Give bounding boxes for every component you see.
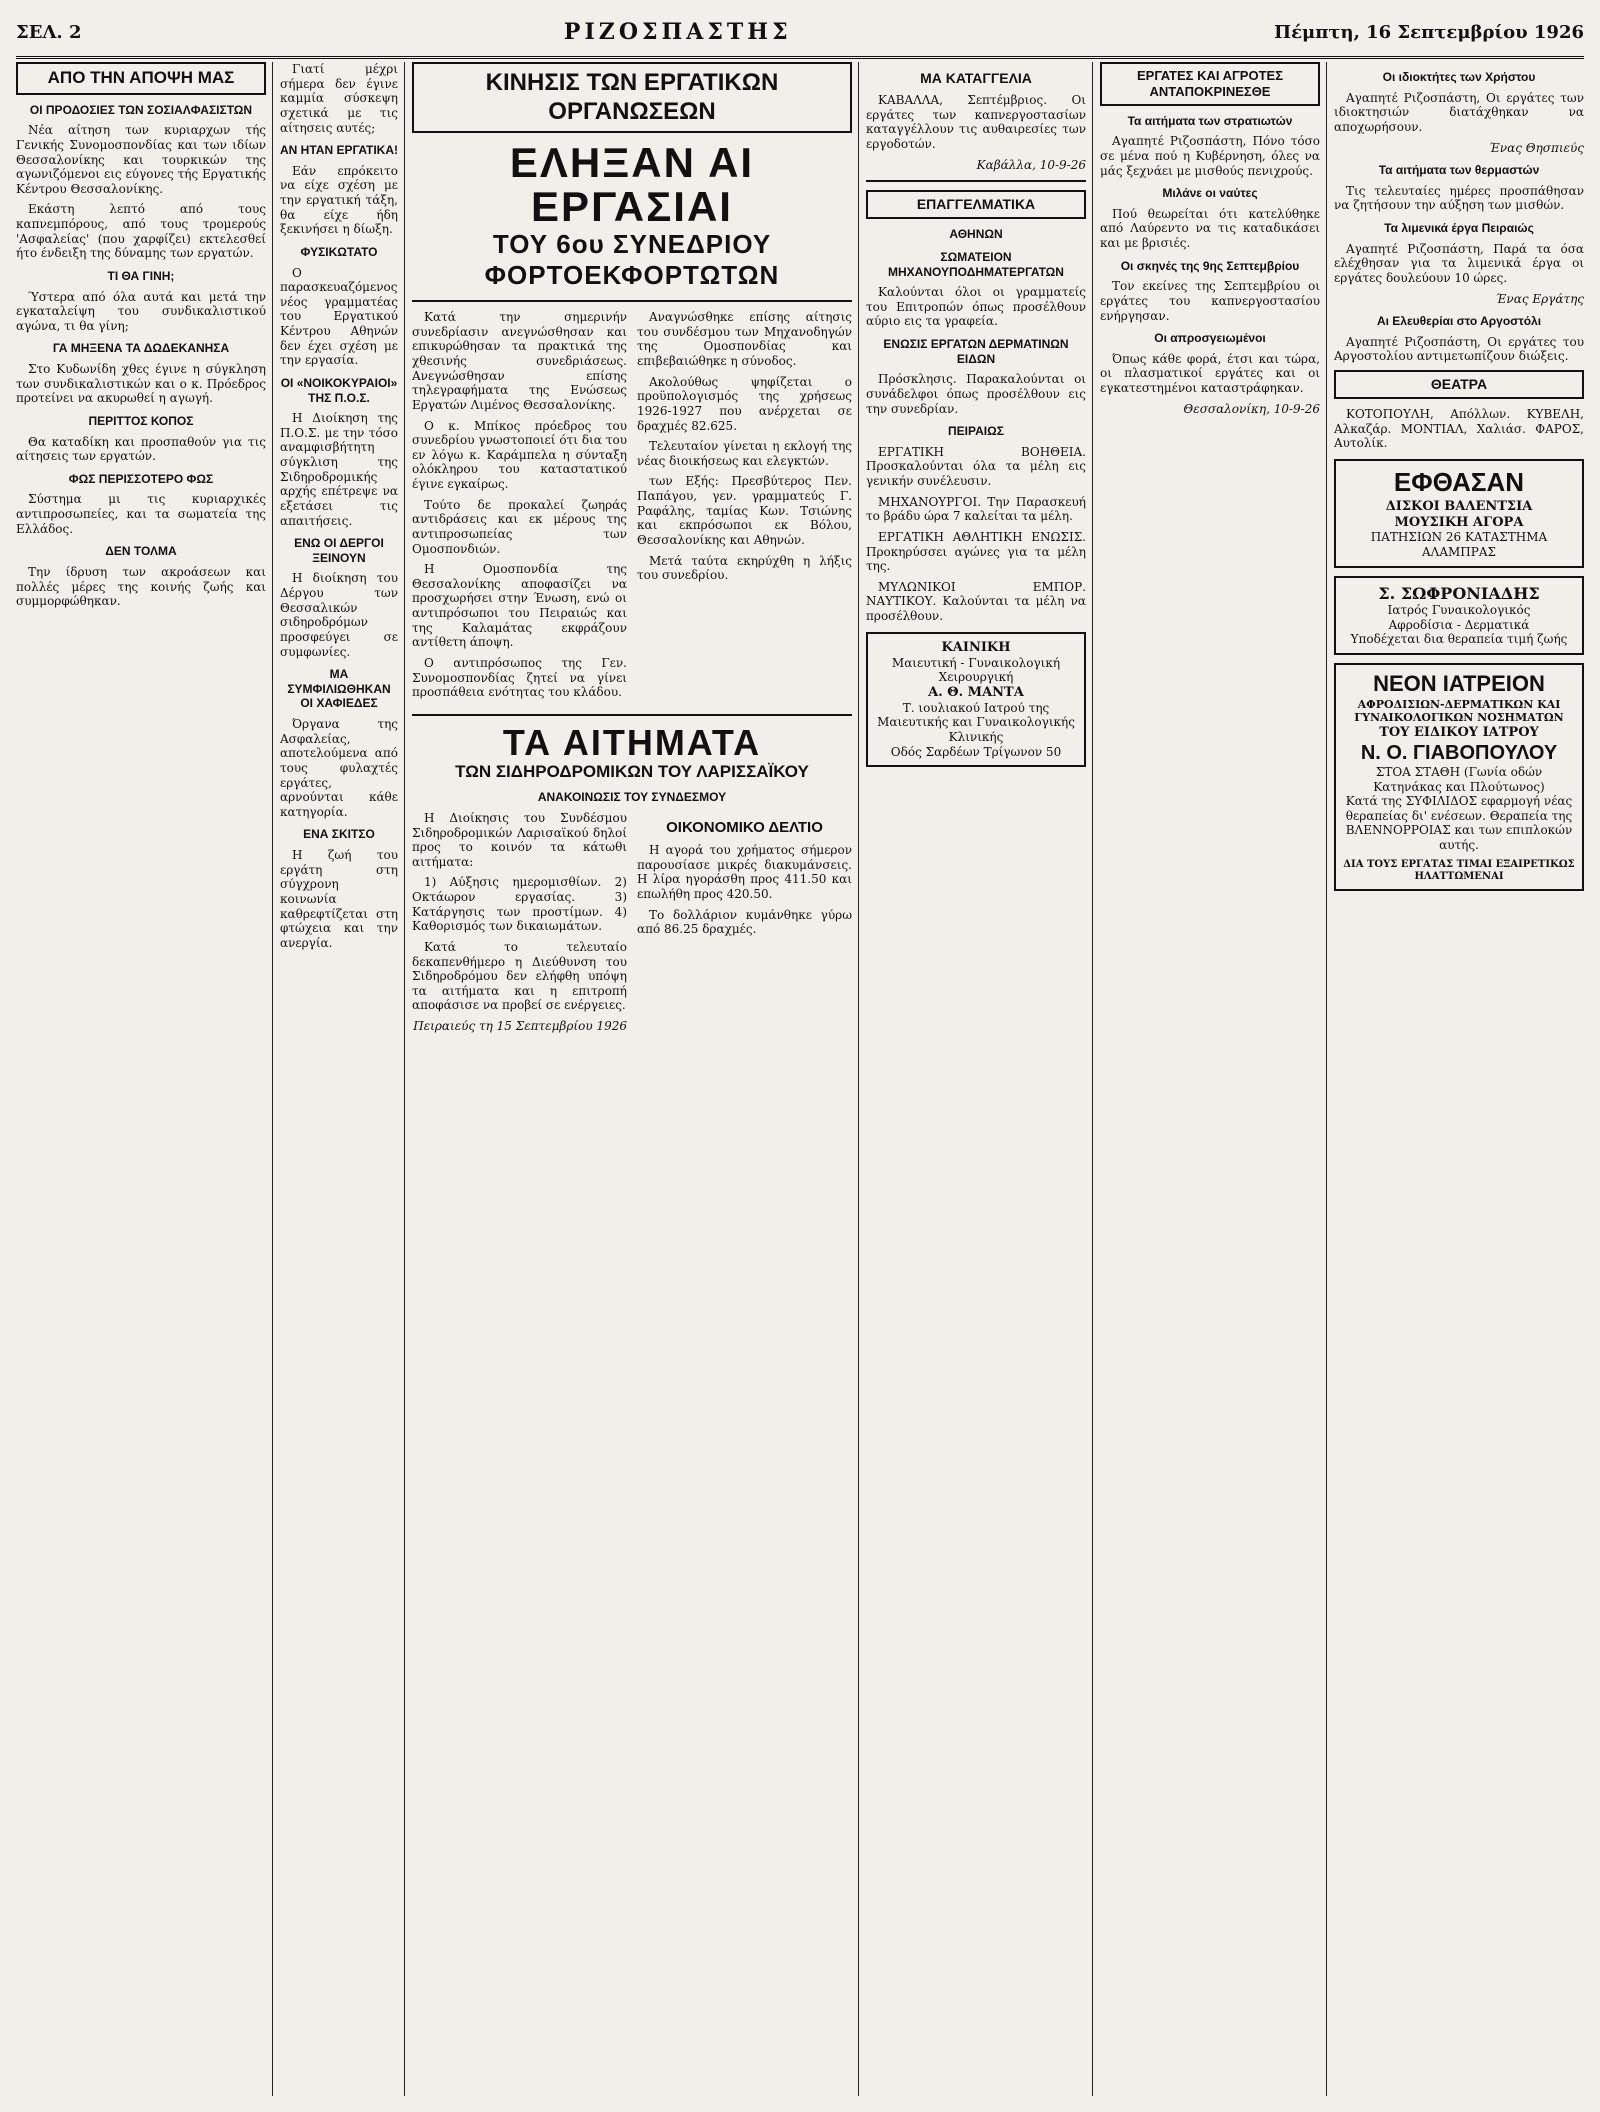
- section-title-workers: ΕΡΓΑΤΕΣ ΚΑΙ ΑΓΡΟΤΕΣ ΑΝΤΑΠΟΚΡΙΝΕΣΘΕ: [1100, 62, 1320, 106]
- article-paragraph: Η αγορά του χρήματος σήμερον παρουσίασε μικρές διακυμάνσεις. Η λίρα ηγοράσθη προς 411.50 και επωλήθη προς 420.50.: [637, 843, 852, 902]
- article-heading: ΑΝ ΗΤΑΝ ΕΡΓΑΤΙΚΑ!: [280, 143, 398, 158]
- article-heading: Τα αιτήματα των στρατιωτών: [1127, 113, 1293, 128]
- section-title-theatres: ΘΕΑΤΡΑ: [1334, 370, 1584, 399]
- article-signature: Καβάλλα, 10-9-26: [976, 157, 1086, 172]
- article-heading: ΔΕΝ ΤΟΛΜΑ: [105, 544, 177, 559]
- article-paragraph: Πού θεωρείται ότι κατελύθηκε από Λαύρεντο να τις καταδικάσει και με βρισιές.: [1100, 206, 1320, 251]
- ad-line: ΣΤΟΑ ΣΤΑΘΗ (Γωνία οδών Κατηνάκας και Πλούτωνος): [1373, 764, 1545, 794]
- ad-title: ΕΦΘΑΣΑΝ: [1393, 466, 1525, 497]
- ad-title: ΚΑΙΝΙΚΗ: [941, 639, 1011, 655]
- article-paragraph: Εάν επρόκειτο να είχε σχέση με την εργατική τάξη, θα είχε ήδη ξεκινήσει η δίωξη.: [280, 163, 398, 237]
- article-signature: Ένας Θησπιεύς: [1489, 140, 1584, 155]
- ad-line: Α. Θ. ΜΑΝΤΑ: [928, 684, 1024, 700]
- article-paragraph: Κατά την σημερινήν συνεδρίασιν ανεγνώσθησαν και επικυρώθησαν τα πρακτικά της χθεσινής συνεδριάσεως. Ανεγνώσθησαν επίσης τηλεγραφήματα της Ενώσεως Εργατών Λιμένος Θεσσαλονίκης.: [412, 310, 627, 412]
- article-congress: [412, 310, 852, 706]
- ad-line: ΜΟΥΣΙΚΗ ΑΓΟΡΑ: [1394, 514, 1524, 530]
- article-heading: ΣΩΜΑΤΕΙΟΝ ΜΗΧΑΝΟΥΠΟΔΗΜΑΤΕΡΓΑΤΩΝ: [888, 249, 1064, 279]
- ad-line: ΤΟΥ ΕΙΔΙΚΟΥ ΙΑΤΡΟΥ: [1379, 724, 1539, 740]
- article-paragraph: των Εξής: Πρεσβύτερος Πεν. Παπάγου, γεν. γραμματεύς Γ. Ραφάλης, ταμίας Κων. Τσιώνης και εκπρόσωποι εκ Βόλου, Θεσσαλονίκης και Αθηνών.: [637, 474, 852, 547]
- column-divider: [858, 62, 859, 2096]
- article-paragraph: Ο κ. Μπίκος πρόεδρος του συνεδρίου γνωστοποιεί ότι δια του εν λόγω κ. Καράμπελα η σύνταξη ολόκληρου του καταστατικού έγινε εγκαίρως.: [412, 418, 627, 492]
- rule: [412, 714, 852, 716]
- article-heading: ΠΕΡΙΤΤΟΣ ΚΟΠΟΣ: [88, 413, 194, 428]
- ad-title: ΝΕΟΝ ΙΑΤΡΕΙΟΝ: [1373, 671, 1545, 697]
- headline-main: ΕΛΗΞΑΝ ΑΙ ΕΡΓΑΣΙΑΙ: [509, 138, 755, 230]
- ad-line: Αφροδίσια - Δερματικά: [1388, 617, 1530, 632]
- article-heading: ΓΑ ΜΗΞΕΝΑ ΤΑ ΔΩΔΕΚΑΝΗΣΑ: [52, 341, 230, 356]
- article-paragraph: Το δολλάριον κυμάνθηκε γύρω από 86.25 δραχμές.: [637, 907, 852, 937]
- advertisement-clinic-new: [1334, 663, 1584, 891]
- article-subtitle: ΑΘΗΝΩΝ: [949, 227, 1003, 242]
- article-paragraph: Τελευταίον γίνεται η εκλογή της νέας διοικήσεως και ελεγκτών.: [637, 439, 852, 468]
- notice-title: ΜΑ ΚΑΤΑΓΓΕΛΙΑ: [920, 70, 1032, 86]
- article-paragraph: ΕΡΓΑΤΙΚΗ ΒΟΗΘΕΙΑ. Προσκαλούνται όλα τα μέλη εις γενικήν συνέλευσιν.: [866, 444, 1086, 489]
- center-columns: [412, 62, 852, 2096]
- article-heading: Οι ιδιοκτήτες των Χρήστου: [1382, 70, 1536, 84]
- article-heading: ΤΙ ΘΑ ΓΙΝΗ;: [107, 268, 175, 283]
- headline-railway: ΤΩΝ ΣΙΔΗΡΟΔΡΟΜΙΚΩΝ ΤΟΥ ΛΑΡΙΣΣΑΪΚΟΥ: [455, 761, 809, 781]
- article-heading: ΦΥΣΙΚΩΤΑΤΟ: [300, 244, 378, 259]
- advertisement-doctor: [1334, 576, 1584, 655]
- rule: [866, 180, 1086, 182]
- article-paragraph: Η Διοίκησις του Συνδέσμου Σιδηροδρομικών Λαρισαϊκού δηλοί προς το κοινόν τα κάτωθι αιτήματα:: [412, 810, 627, 869]
- ad-title: Σ. ΣΩΦΡΟΝΙΑΔΗΣ: [1378, 583, 1540, 603]
- ad-line: Ιατρός Γυναικολογικός: [1387, 603, 1531, 618]
- issue-date: Πέμπτη, 16 Σεπτεμβρίου 1926: [1274, 21, 1584, 43]
- article-paragraph: ΕΡΓΑΤΙΚΗ ΑΘΛΗΤΙΚΗ ΕΝΩΣΙΣ. Προκηρύσσει αγώνες για τα μέλη της.: [866, 529, 1086, 574]
- column-2: [280, 62, 398, 2096]
- headline-sub: ΤΟΥ 6ου ΣΥΝΕΔΡΙΟΥ ΦΟΡΤΟΕΚΦΟΡΤΩΤΩΝ: [484, 228, 780, 291]
- column-4: [866, 62, 1086, 2096]
- ad-line: Οδός Σαρδέων Τρίγωνον 50: [890, 744, 1062, 759]
- article-heading: ΕΝΩ ΟΙ ΔΕΡΓΟΙ ΞΕΙΝΟΥΝ: [294, 536, 384, 565]
- article-paragraph: Κατά το τελευταίο δεκαπενθήμερο η Διεύθυνση του Σιδηροδρόμου δεν ελήφθη υπόψη τα αιτήματα και η επιτροπή αποφάσισε να προβεί σε ενέργειες.: [412, 939, 627, 1013]
- ad-footer: ΔΙΑ ΤΟΥΣ ΕΡΓΑΤΑΣ ΤΙΜΑΙ ΕΞΑΙΡΕΤΙΚΩΣ ΗΛΑΤΤΩΜΕΝΑΙ: [1343, 858, 1575, 882]
- article-heading: ΦΩΣ ΠΕΡΙΣΣΟΤΕΡΟ ΦΩΣ: [68, 471, 214, 486]
- article-paragraph: Ο αντιπρόσωπος της Γεν. Συνομοσπονδίας ζητεί να γίνει προσπάθεια ενότητας του κλάδου.: [412, 655, 627, 700]
- headline-demands: ΤΑ ΑΙΤΗΜΑΤΑ: [502, 721, 762, 763]
- ad-text: Κατά της ΣΥΦΙΛΙΔΟΣ εφαρμογή νέας θεραπείας δι' ενέσεων. Θεραπεία της ΒΛΕΝΝΟΡΡΟΙΑΣ και των επιπλοκών αυτής.: [1345, 794, 1573, 853]
- column-divider: [272, 62, 273, 2096]
- article-signature: Θεσσαλονίκη, 10-9-26: [1183, 401, 1320, 416]
- newspaper-title: ΡΙΖΟΣΠΑΣΤΗΣ: [563, 19, 792, 45]
- article-heading: Αι Ελευθερίαι στο Αργοστόλι: [1376, 314, 1542, 329]
- article-paragraph: Η ζωή του εργάτη στη σύγχρονη κοινωνία καθρεφτίζεται στη φτώχεια και την ανεργία.: [280, 848, 398, 950]
- headline-finance: ΟΙΚΟΝΟΜΙΚΟ ΔΕΛΤΙΟ: [666, 818, 823, 836]
- article-signature: Πειραιεύς τη 15 Σεπτεμβρίου 1926: [413, 1019, 627, 1034]
- article-paragraph: ΚΑΒΑΛΛΑ, Σεπτέμβριος. Οι εργάτες των καπνεργοστασίων καταγγέλλουν τις αυθαιρεσίες των εργοδοτών.: [866, 93, 1086, 151]
- article-paragraph: Η Διοίκηση της Π.Ο.Σ. με την τόσο αναμφισβήτητη σύγκλιση της Σιδηροδρομικής αρχής επέτρεψε να εξετάσει τις απαιτήσεις.: [280, 411, 398, 528]
- masthead: [16, 8, 1584, 59]
- article-paragraph: Αγαπητέ Ριζοσπάστη, Οι εργάτες των ιδιοκτησιών διατάχθηκαν να αποχωρήσουν.: [1334, 90, 1584, 134]
- article-paragraph: Όπως κάθε φορά, έτσι και τώρα, οι πλασματικοί εργάτες και οι εγκατεστημένοι καταστράφηκαν.: [1100, 351, 1320, 396]
- article-heading: Τα λιμενικά έργα Πειραιώς: [1384, 221, 1534, 235]
- article-paragraph: Πρόσκλησις. Παρακαλούνται οι συνάδελφοι όπως προσέλθουν εις την συνεδρίαν.: [866, 372, 1086, 416]
- article-paragraph: Αγαπητέ Ριζοσπάστη, Παρά τα όσα ελέχθησαν για τα λιμενικά έργα οι εργάτες δουλεύουν 10 ώρες.: [1334, 241, 1584, 285]
- article-heading: Οι σκηνές της 9ης Σεπτεμβρίου: [1120, 258, 1300, 273]
- article-paragraph: Η Ομοσπονδία της Θεσσαλονίκης αποφασίζει να προσχωρήσει στην Ένωση, ενώ οι αντιπρόσωποι του Πειραιώς και της Καλαμάτας εκφράζουν αντίθετη άποψη.: [412, 562, 627, 650]
- section-title-labour: ΚΙΝΗΣΙΣ ΤΩΝ ΕΡΓΑΤΙΚΩΝ ΟΡΓΑΝΩΣΕΩΝ: [412, 62, 852, 133]
- article-heading: ΕΝΑ ΣΚΙΤΣΟ: [303, 827, 375, 842]
- article-paragraph: Ακολούθως ψηφίζεται ο προϋπολογισμός της χρήσεως 1926-1927 που ανέρχεται σε δραχμές 82.625.: [637, 374, 852, 433]
- article-heading: ΟΙ «ΝΟΙΚΟΚΥΡΑΙΟΙ» ΤΗΣ Π.Ο.Σ.: [280, 375, 398, 405]
- article-paragraph: Την ίδρυση των ακροάσεων και πολλές μέρες της κοινής ζωής και συμμορφώθηκαν.: [16, 564, 266, 609]
- article-paragraph: Νέα αίτηση των κυριαρχων τής Γενικής Συνομοσπονδίας και των ιδίων Θεσσαλονίκης και τουρκικών της αγωνιζόμενοι εις εύγονες τής Εργατικής Κέντρου Θεσσαλονίκης.: [16, 123, 266, 196]
- article-paragraph: Γιατί μέχρι σήμερα δεν έγινε καμμία σύσκεψη σχετικά με τις αίτησεις αυτές;: [280, 62, 398, 135]
- article-signature: Ένας Εργάτης: [1495, 291, 1584, 306]
- headline-announcement: ΑΝΑΚΟΙΝΩΣΙΣ ΤΟΥ ΣΥΝΔΕΣΜΟΥ: [537, 790, 727, 805]
- column-5: [1100, 62, 1320, 2096]
- article-paragraph: Σύστημα μι τις κυριαρχικές αντιπροσωπείες, και τα σωματεία της Ελλάδος.: [16, 492, 266, 536]
- article-paragraph: Τον εκείνες της Σεπτεμβρίου οι εργάτες του καπνεργοστασίου ενήργησαν.: [1100, 279, 1320, 323]
- column-divider: [404, 62, 405, 2096]
- article-paragraph: Αναγνώσθηκε επίσης αίτησις του συνδέσμου των Μηχανοδηγών της Ομοσπονδίας και επιβεβαιώθηκε η σύνοδος.: [637, 310, 852, 369]
- ad-line: ΔΙΣΚΟΙ ΒΑΛΕΝΤΣΙΑ: [1385, 498, 1533, 514]
- article-paragraph: Τούτο δε προκαλεί ζωηράς αντιδράσεις και εκ μέρους της αντιπροσωπείας των Ομοσπονδιών.: [412, 497, 627, 556]
- article-paragraph: Η διοίκηση του Δέργου των Θεσσαλικών σιδηροδρόμων προσφεύγει σε συμφωνίες.: [280, 571, 398, 659]
- column-divider: [1092, 62, 1093, 2096]
- article-paragraph: Όργανα της Ασφαλείας, αποτελούμενα από τους φυλαχτές εργάτες, αρνούνται κάθε κατηγορία.: [280, 717, 398, 819]
- article-paragraph: Καλούνται όλοι οι γραμματείς του Επιτροπών όπως προσέλθουν αύριο εις τα γραφεία.: [866, 285, 1086, 329]
- article-paragraph: Ύστερα από όλα αυτά και μετά την εγκαταλείψη του συνδικαλιστικού αγώνα, τι θα γίνη;: [16, 289, 266, 333]
- rule: [412, 300, 852, 302]
- article-heading: Μιλάνε οι ναύτες: [1162, 186, 1258, 201]
- article-paragraph: Μετά ταύτα εκηρύχθη η λήξις του συνεδρίου.: [637, 553, 852, 583]
- article-paragraph: ΜΥΛΩΝΙΚΟΙ ΕΜΠΟΡ. ΝΑΥΤΙΚΟΥ. Καλούνται τα μέλη να προσέλθουν.: [866, 579, 1086, 624]
- advertisement-records: [1334, 459, 1584, 568]
- column-divider: [1326, 62, 1327, 2096]
- article-heading: ΜΑ ΣΥΜΦΙΛΙΩΘΗΚΑΝ ΟΙ ΧΑΦΙΕΔΕΣ: [287, 667, 391, 711]
- article-paragraph: Εκάστη λεπτό από τους καπνεμπόρους, από τους τρομερούς 'Ασφαλείας' (που χαρφίζει) εκτελεσθεί ήτο ένδειξη της δύναμης των εργατών.: [16, 202, 266, 261]
- article-paragraph: Αγαπητέ Ριζοσπάστη, Πόνο τόσο σε μένα πού η Κυβέρνηση, όλες να μάς ξεχνάει με μισθούς πενιχρούς.: [1100, 134, 1320, 178]
- article-heading: Οι απροσγειωμένοι: [1154, 331, 1266, 346]
- article-paragraph: ΜΗΧΑΝΟΥΡΓΟΙ. Την Παρασκευή το βράδυ ώρα 7 καλείται τα μέλη.: [866, 494, 1086, 524]
- ad-line: Τ. ιουλιακού Ιατρού της Μαιευτικής και Γυναικολογικής Κλινικής: [877, 700, 1075, 744]
- column-1: [16, 62, 266, 2096]
- section-title-opinion: ΑΠΟ ΤΗΝ ΑΠΟΨΗ ΜΑΣ: [16, 62, 266, 95]
- article-paragraph: 1) Αύξησις ημερομισθίων. 2) Οκτάωρον εργασίας. 3) Κατάργησις των προστίμων. 4) Καθορισμός των δικαιωμάτων.: [412, 875, 627, 934]
- article-paragraph: Αγαπητέ Ριζοσπάστη, Οι εργάτες του Αργοστολίου αντιμετωπίζουν διώξεις.: [1334, 334, 1584, 364]
- ad-doctor-name: Ν. Ο. ΓΙΑΒΟΠΟΥΛΟΥ: [1360, 741, 1558, 764]
- theatre-listing: ΚΟΤΟΠΟΥΛΗ, Απόλλων. ΚΥΒΕΛΗ, Αλκαζάρ. ΜΟΝΤΙΑΛ, Χαλιάσ. ΦΑΡΟΣ, Αυτολίκ.: [1334, 407, 1584, 451]
- column-6: [1334, 62, 1584, 2096]
- article-railway: [412, 811, 852, 1042]
- section-title-professional: ΕΠΑΓΓΕΛΜΑΤΙΚΑ: [866, 190, 1086, 219]
- article-paragraph: Θα καταδίκη και προσπαθούν για τις αίτησεις των εργατών.: [16, 434, 266, 464]
- ad-line: Υποδέχεται δια θεραπεία τιμή ζωής: [1350, 632, 1568, 647]
- article-heading: Τα αιτήματα των θερμαστών: [1378, 163, 1540, 178]
- article-paragraph: Στο Κυδωνίδη χθες έγινε η σύγκληση των συνδικαλιστικών και ο κ. Πρόεδρος προτείνει να ακυρωθεί η αγωγή.: [16, 362, 266, 406]
- page-number: ΣΕΛ. 2: [16, 21, 82, 43]
- ad-line: ΠΑΤΗΣΙΩΝ 26 ΚΑΤΑΣΤΗΜΑ ΑΛΑΜΠΡΑΣ: [1370, 530, 1548, 560]
- advertisement-clinic: [866, 632, 1086, 767]
- article-subtitle: ΟΙ ΠΡΟΔΟΣΙΕΣ ΤΩΝ ΣΟΣΙΑΛΦΑΣΙΣΤΩΝ: [29, 102, 253, 117]
- article-paragraph: Ο παρασκευαζόμενος νέος γραμματέας του Εργατικού Κέντρου Αθηνών δεν έχει σχέση με την εργασία.: [280, 265, 398, 368]
- article-paragraph: Τις τελευταίες ημέρες προσπάθησαν να ζητήσουν την αύξηση των μισθών.: [1334, 183, 1584, 213]
- article-heading: ΕΝΩΣΙΣ ΕΡΓΑΤΩΝ ΔΕΡΜΑΤΙΝΩΝ ΕΙΔΩΝ: [883, 337, 1069, 366]
- article-heading: ΠΕΙΡΑΙΩΣ: [948, 424, 1004, 439]
- ad-line: ΑΦΡΟΔΙΣΙΩΝ-ΔΕΡΜΑΤΙΚΩΝ ΚΑΙ ΓΥΝΑΙΚΟΛΟΓΙΚΩΝ ΝΟΣΗΜΑΤΩΝ: [1354, 697, 1564, 725]
- ad-line: Μαιευτική - Γυναικολογική Χειρουργική: [891, 655, 1061, 685]
